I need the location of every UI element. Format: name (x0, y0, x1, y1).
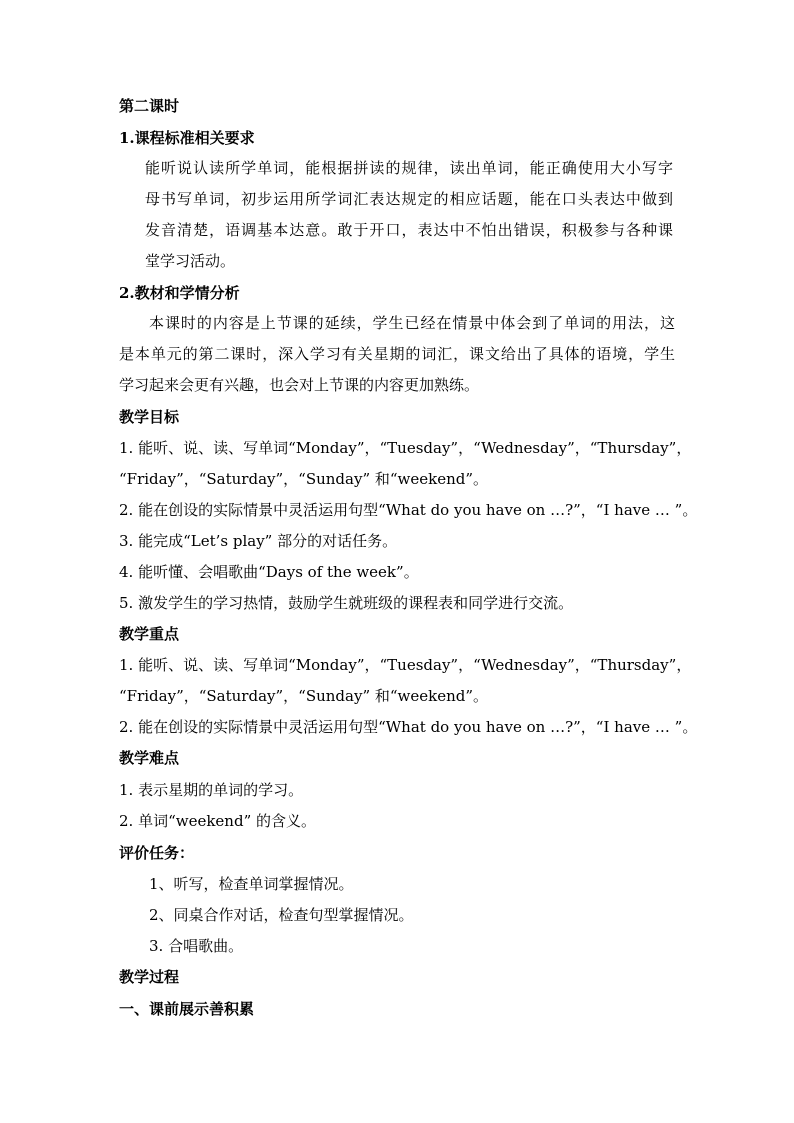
section2-line-2: 是本单元的第二课时，深入学习有关星期的词汇，课文给出了具体的语境，学生 (119, 345, 675, 363)
section2-heading: 2.教材和学情分析 (119, 284, 240, 302)
goals-heading: 教学目标 (119, 408, 180, 426)
section2-line-3: 学习起来会更有兴趣，也会对上节课的内容更加熟练。 (119, 376, 480, 394)
evaluation-line-1: 1、听写，检查单词掌握情况。 (149, 875, 354, 893)
goals-line-5: 4. 能听懂、会唱歌曲“Days of the week”。 (119, 563, 419, 581)
page-title: 第二课时 (119, 97, 180, 115)
difficulties-line-1: 1. 表示星期的单词的学习。 (119, 781, 304, 799)
section1-line-4: 堂学习活动。 (145, 252, 236, 270)
goals-line-4: 3. 能完成“Let’s play” 部分的对话任务。 (119, 532, 398, 550)
section1-line-1: 能听说认读所学单词，能根据拼读的规律，读出单词，能正确使用大小写字 (145, 159, 673, 177)
section1-line-2: 母书写单词，初步运用所学词汇表达规定的相应话题，能在口头表达中做到 (145, 190, 673, 208)
evaluation-line-3: 3. 合唱歌曲。 (149, 937, 244, 955)
goals-line-1: 1. 能听、说、读、写单词“Monday”，“Tuesday”，“Wednesday”，“Thursday”， (119, 439, 692, 457)
evaluation-heading: 评价任务： (119, 844, 195, 862)
difficulties-heading: 教学难点 (119, 749, 180, 767)
keypoints-line-1: 1. 能听、说、读、写单词“Monday”，“Tuesday”，“Wednesday”，“Thursday”， (119, 656, 692, 674)
evaluation-line-2: 2、同桌合作对话，检查句型掌握情况。 (149, 906, 414, 924)
section1-heading: 1.课程标准相关要求 (119, 129, 255, 147)
goals-line-6: 5. 激发学生的学习热情，鼓励学生就班级的课程表和同学进行交流。 (119, 594, 574, 612)
section1-line-3: 发音清楚，语调基本达意。敢于开口，表达中不怕出错误，积极参与各种课 (145, 221, 673, 239)
process-sub-heading-1: 一、课前展示善积累 (119, 1000, 255, 1018)
keypoints-line-3: 2. 能在创设的实际情景中灵活运用句型“What do you have on …?”，“I have … ”。 (119, 718, 698, 736)
goals-line-2: “Friday”，“Saturday”，“Sunday” 和“weekend”。 (119, 470, 489, 488)
process-heading: 教学过程 (119, 968, 180, 986)
keypoints-line-2: “Friday”，“Saturday”，“Sunday” 和“weekend”。 (119, 687, 489, 705)
goals-line-3: 2. 能在创设的实际情景中灵活运用句型“What do you have on …?”，“I have … ”。 (119, 501, 698, 519)
difficulties-line-2: 2. 单词“weekend” 的含义。 (119, 812, 317, 830)
section2-line-1: 本课时的内容是上节课的延续，学生已经在情景中体会到了单词的用法，这 (149, 314, 675, 332)
keypoints-heading: 教学重点 (119, 625, 180, 643)
